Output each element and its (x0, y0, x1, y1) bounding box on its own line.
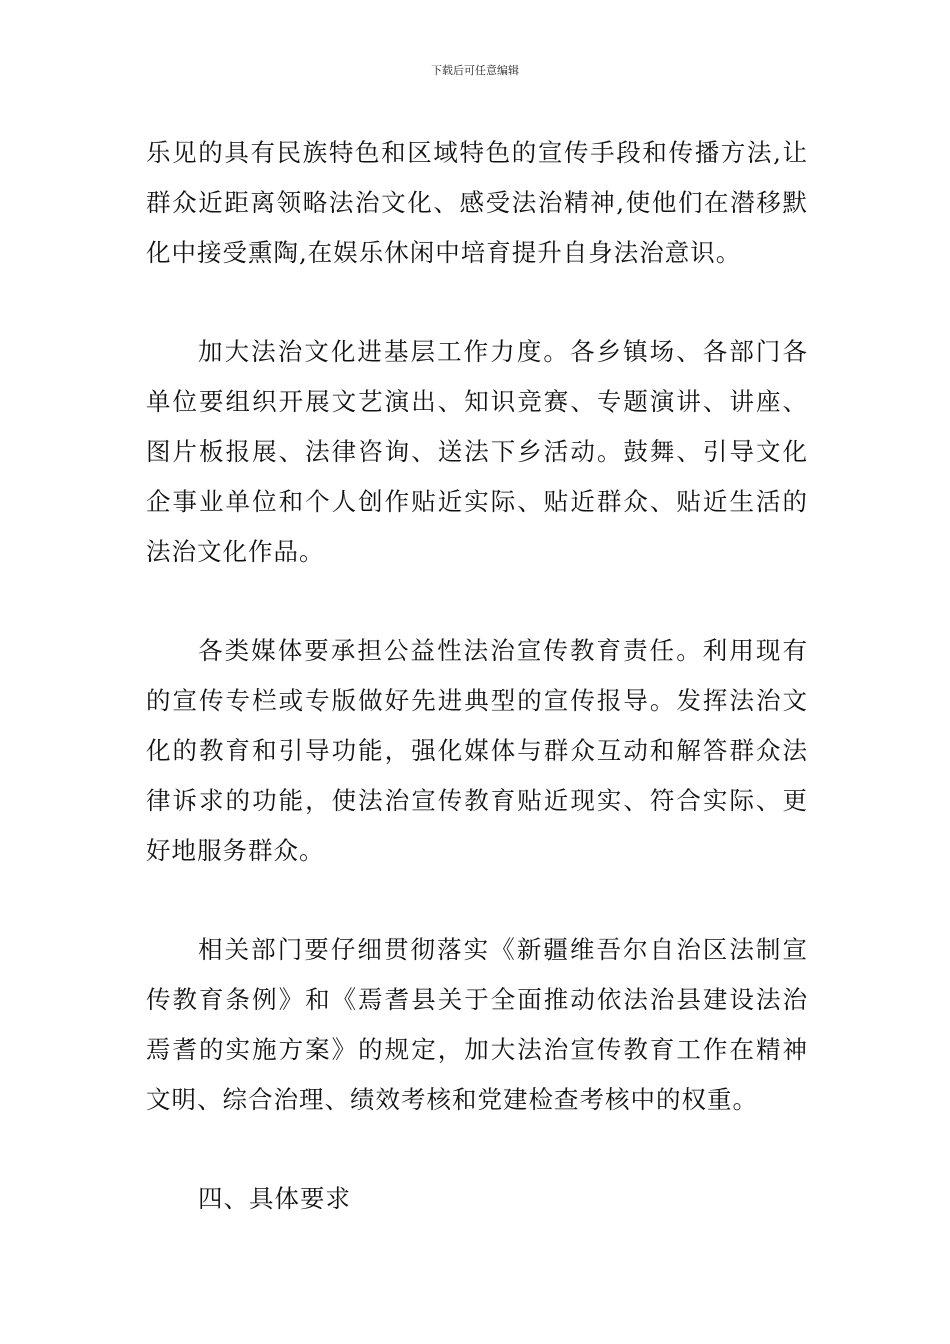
page-header-note: 下载后可任意编辑 (431, 64, 519, 77)
paragraph-gap (146, 1125, 808, 1174)
paragraph-1: 乐见的具有民族特色和区域特色的宣传手段和传播方法,让群众近距离领略法治文化、感受法治精神,使他们在潜移默化中接受熏陶,在娱乐休闲中培育提升自身法治意识。 (146, 138, 808, 267)
paragraph-gap (146, 278, 808, 327)
paragraph-2: 加大法治文化进基层工作力度。各乡镇场、各部门各单位要组织开展文艺演出、知识竞赛、专题演讲、讲座、图片板报展、法律咨询、送法下乡活动。鼓舞、引导文化企事业单位和个人创作贴近实际、贴近群众、贴近生活的法治文化作品。 (146, 337, 808, 566)
paragraph-4: 相关部门要仔细贯彻落实《新疆维吾尔自治区法制宣传教育条例》和《焉耆县关于全面推动依法治县建设法治焉耆的实施方案》的规定，加大法治宣传教育工作在精神文明、综合治理、绩效考核和党建检查考核中的权重。 (146, 935, 808, 1114)
paragraph-3: 各类媒体要承担公益性法治宣传教育责任。利用现有的宣传专栏或专版做好先进典型的宣传报导。发挥法治文化的教育和引导功能，强化媒体与群众互动和解答群众法律诉求的功能，使法治宣传教育贴近现实、符合实际、更好地服务群众。 (146, 636, 808, 865)
paragraph-gap (146, 577, 808, 626)
document-body (146, 128, 808, 1224)
section-heading: 四、具体要求 (198, 1184, 351, 1213)
paragraph-gap (146, 876, 808, 925)
